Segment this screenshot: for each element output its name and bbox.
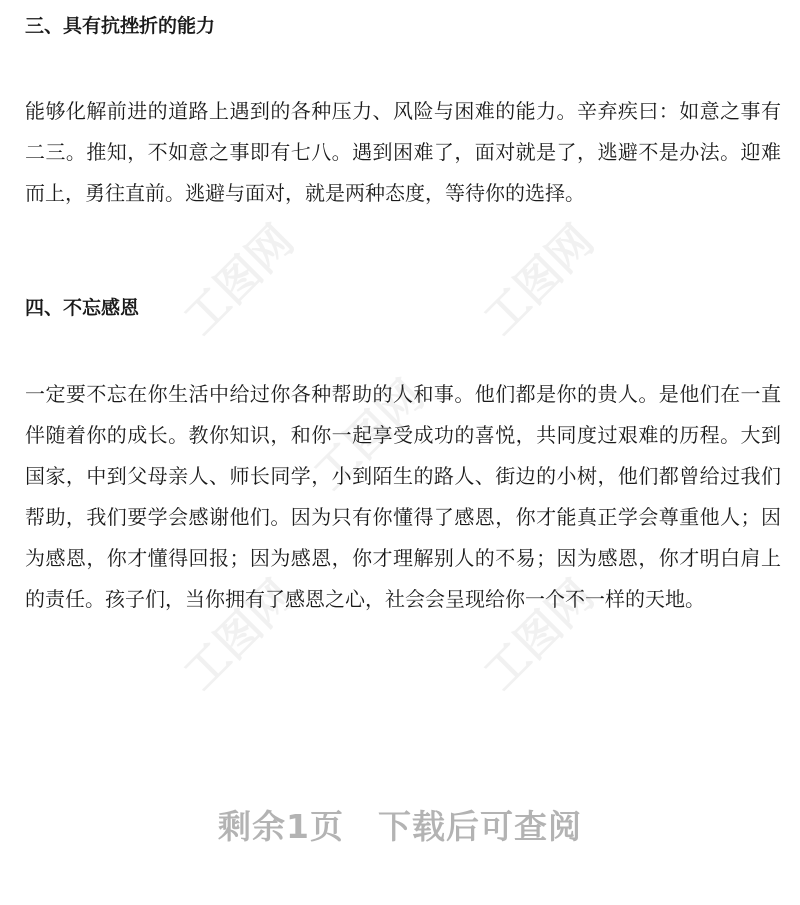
watermark: 工图网 [474,215,604,345]
section-heading-4: 四、不忘感恩 [25,297,140,319]
watermark: 工图网 [304,370,434,500]
remaining-pages-label: 剩余1页 [218,807,344,846]
section-heading-3: 三、具有抗挫折的能力 [25,15,216,37]
section-paragraph-3: 能够化解前进的道路上遇到的各种压力、风险与困难的能力。辛弃疾曰：如意之事有二三。推知，不如意之事即有七八。遇到困难了，面对就是了，逃避不是办法。迎难而上，勇往直前。逃避与面对，就是两种态度，等待你的选择。 [25,99,781,205]
download-more-button[interactable] [0,800,800,854]
watermark: 工图网 [474,570,604,700]
watermark: 工图网 [174,215,304,345]
download-prompt-label: 下载后可查阅 [377,807,582,846]
section-paragraph-4: 一定要不忘在你生活中给过你各种帮助的人和事。他们都是你的贵人。是他们在一直伴随着你的成长。教你知识，和你一起享受成功的喜悦，共同度过艰难的历程。大到国家，中到父母亲人、师长同学，小到陌生的路人、街边的小树，他们都曾给过我们帮助，我们要学会感谢他们。因为只有你懂得了感恩，你才能真正学会尊重他人；因为感恩，你才懂得回报；因为感恩，你才理解别人的不易；因为感恩，你才明白肩上的责任。孩子们，当你拥有了感恩之心，社会会呈现给你一个不一样的天地。 [25,382,781,611]
watermark: 工图网 [174,570,304,700]
